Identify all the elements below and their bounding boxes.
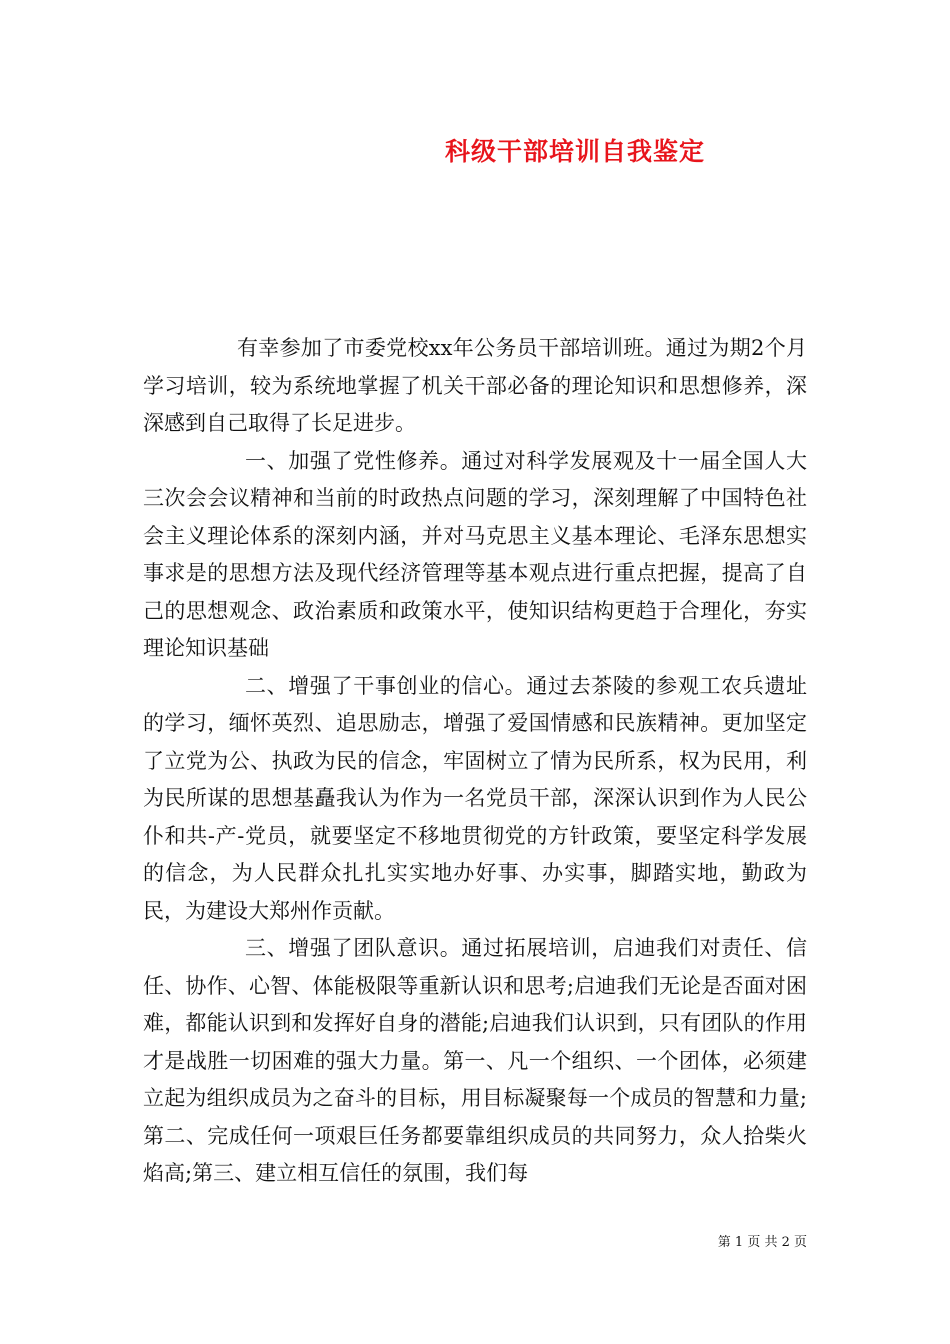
document-title-text: 科级干部培训自我鉴定 <box>444 137 705 166</box>
paragraph-section-3: 三、增强了团队意识。通过拓展培训，启迪我们对责任、信任、协作、心智、体能极限等重新认识和思考;启迪我们无论是否面对困难，都能认识到和发挥好自身的潜能;启迪我们认识到，只有团队的作用才是战胜一切困难的强大力量。第一、凡一个组织、一个团体，必须建立起为组织成员为之奋斗的目标，用目标凝聚每一个成员的智慧和力量;第二、完成任何一项艰巨任务都要靠组织成员的共同努力，众人拾柴火焰高;第三、建立相互信任的氛围，我们每 <box>143 936 807 1185</box>
paragraph-section-1: 一、加强了党性修养。通过对科学发展观及十一届全国人大三次会会议精神和当前的时政热点问题的学习，深刻理解了中国特色社会主义理论体系的深刻内涵，并对马克思主义基本理论、毛泽东思想实事求是的思想方法及现代经济管理等基本观点进行重点把握，提高了自己的思想观念、政治素质和政策水平，使知识结构更趋于合理化，夯实理论知识基础 <box>143 448 807 660</box>
paragraph-intro: 有幸参加了市委党校xx年公务员干部培训班。通过为期2个月学习培训，较为系统地掌握了机关干部必备的理论知识和思想修养，深深感到自己取得了长足进步。 <box>143 336 807 435</box>
document-title <box>0 132 950 168</box>
page-footer <box>0 1231 807 1250</box>
page-number: 第 1 页 共 2 页 <box>717 1235 807 1250</box>
paragraph-section-2: 二、增强了干事创业的信心。通过去茶陵的参观工农兵遗址的学习，缅怀英烈、追思励志，增强了爱国情感和民族精神。更加坚定了立党为公、执政为民的信念，牢固树立了情为民所系，权为民用，利为民所谋的思想基矗我认为作为一名党员干部，深深认识到作为人民公仆和共-产-党员，就要坚定不移地贯彻党的方针政策，要坚定科学发展的信念，为人民群众扎扎实实地办好事、办实事，脚踏实地，勤政为民，为建设大郑州作贡献。 <box>143 673 807 923</box>
document-body <box>143 330 807 1193</box>
